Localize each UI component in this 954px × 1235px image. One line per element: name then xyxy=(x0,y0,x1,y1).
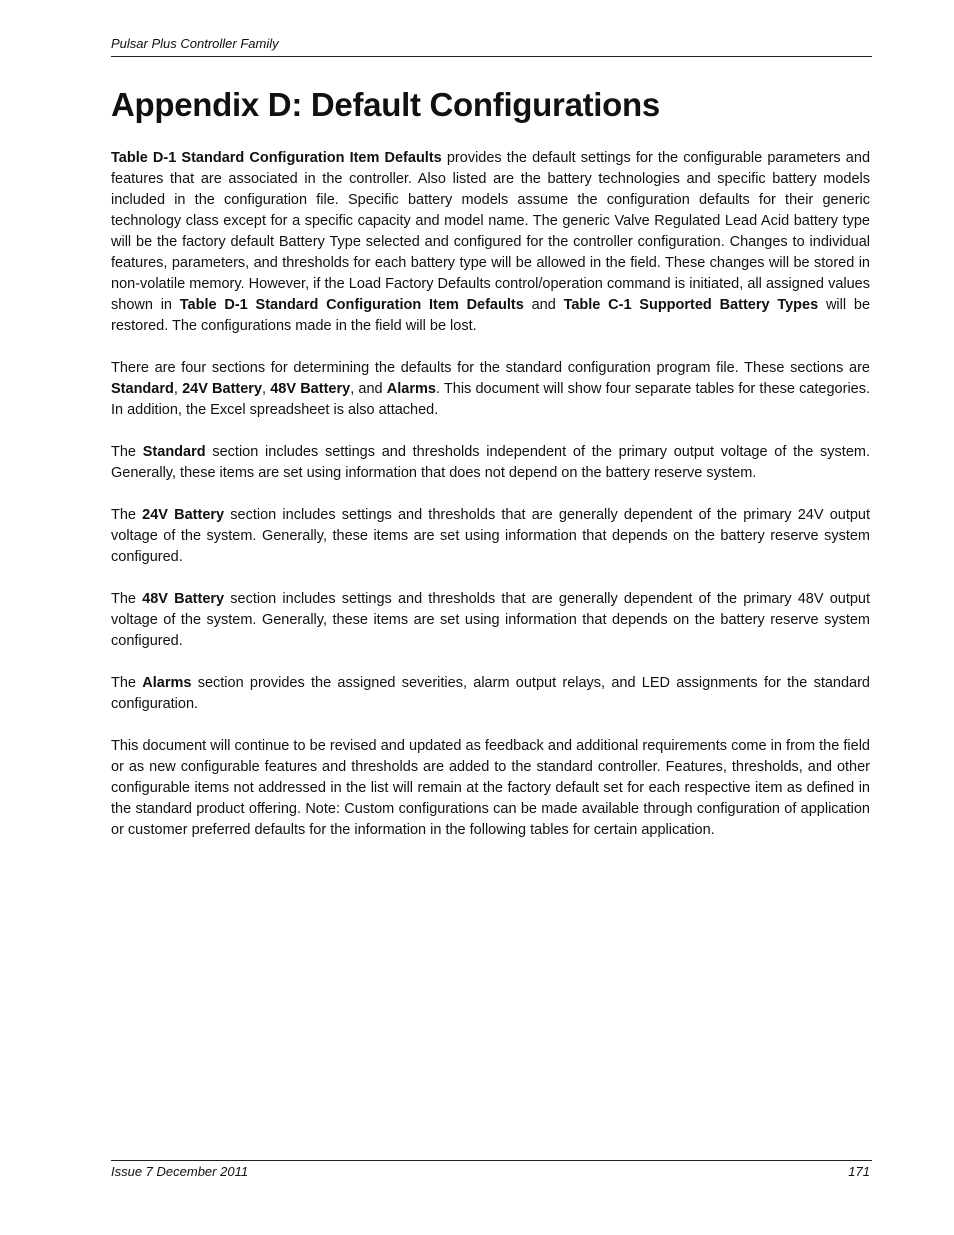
table-reference: Table C-1 Supported Battery Types xyxy=(563,297,819,313)
paragraph-48v-battery xyxy=(111,589,870,652)
page-number: 171 xyxy=(848,1164,870,1179)
paragraph-text: will be restored. The configurations made in the field will be lost. xyxy=(111,297,871,334)
header-text: Pulsar Plus Controller Family xyxy=(111,36,279,51)
body-content xyxy=(111,148,870,862)
bold-term: 24V Battery xyxy=(142,507,225,523)
paragraph-revision-note xyxy=(111,736,870,841)
bold-term: Standard xyxy=(111,381,174,397)
bold-term: Standard xyxy=(142,444,206,460)
paragraph-text: , xyxy=(173,381,183,397)
paragraph-text: , and xyxy=(350,381,387,397)
paragraph-intro xyxy=(111,148,870,337)
paragraph-text: section includes settings and thresholds independent of the primary output voltage of the system. Generally, these items are set using information that does not depend on the battery reserve system. xyxy=(111,444,871,481)
paragraph-text: . This document will show four separate tables for these categories. In addition, the Excel spreadsheet is also attached. xyxy=(111,381,871,418)
paragraph-text: provides the default settings for the configurable parameters and features that are associated in the controller. Also listed are the battery technologies and specific battery models included in the configuration file. Specific battery models assume the configuration defaults for their generic technology class except for a specific capacity and model name. The generic Valve Regulated Lead Acid battery type will be the factory default Battery Type selected and configured for the controller configuration. Changes to individual features, parameters, and thresholds for each battery type will be allowed in the field. These changes will be stored in non-volatile memory. However, if the Load Factory Defaults control/operation command is initiated, all assigned values shown in xyxy=(111,150,871,313)
paragraph-sections xyxy=(111,358,870,421)
paragraph-alarms xyxy=(111,673,870,715)
paragraph-text: , xyxy=(262,381,271,397)
table-reference: Table D-1 Standard Configuration Item Defaults xyxy=(179,297,524,313)
table-reference: Table D-1 Standard Configuration Item Defaults xyxy=(111,150,442,166)
bold-term: Alarms xyxy=(386,381,436,397)
paragraph-text: This document will continue to be revised and updated as feedback and additional requirements come in from the field or as new configurable features and thresholds are added to the standard controller. Features, thresholds, and other configurable items not addressed in the list will remain at the factory default set for each respective item as defined in the standard product offering. Note: Custom configurations can be made available through configuration of application or customer preferred defaults for the information in the following tables for certain application. xyxy=(111,738,870,838)
paragraph-text: The xyxy=(111,675,143,691)
page-title: Appendix D: Default Configurations xyxy=(111,86,660,123)
paragraph-text: The xyxy=(111,444,143,460)
paragraph-text: section includes settings and thresholds that are generally dependent of the primary 24V output voltage of the system. Generally, these items are set using information that depends on the battery reserve system configured. xyxy=(111,507,871,565)
paragraph-text: The xyxy=(111,507,143,523)
paragraph-text: section includes settings and thresholds that are generally dependent of the primary 48V output voltage of the system. Generally, these items are set using information that depends on the battery reserve system configured. xyxy=(111,591,871,649)
page-footer xyxy=(111,1160,872,1184)
bold-term: 48V Battery xyxy=(270,381,351,397)
issue-date: Issue 7 December 2011 xyxy=(111,1164,249,1179)
paragraph-standard xyxy=(111,442,870,484)
paragraph-24v-battery xyxy=(111,505,870,568)
bold-term: 48V Battery xyxy=(142,591,225,607)
paragraph-text: There are four sections for determining the defaults for the standard configuration program file. These sections are xyxy=(111,360,870,376)
paragraph-text: section provides the assigned severities, alarm output relays, and LED assignments for the standard configuration. xyxy=(111,675,870,712)
paragraph-text: The xyxy=(111,591,143,607)
page-header xyxy=(111,36,872,57)
bold-term: 24V Battery xyxy=(182,381,263,397)
paragraph-text: and xyxy=(523,297,564,313)
bold-term: Alarms xyxy=(142,675,192,691)
